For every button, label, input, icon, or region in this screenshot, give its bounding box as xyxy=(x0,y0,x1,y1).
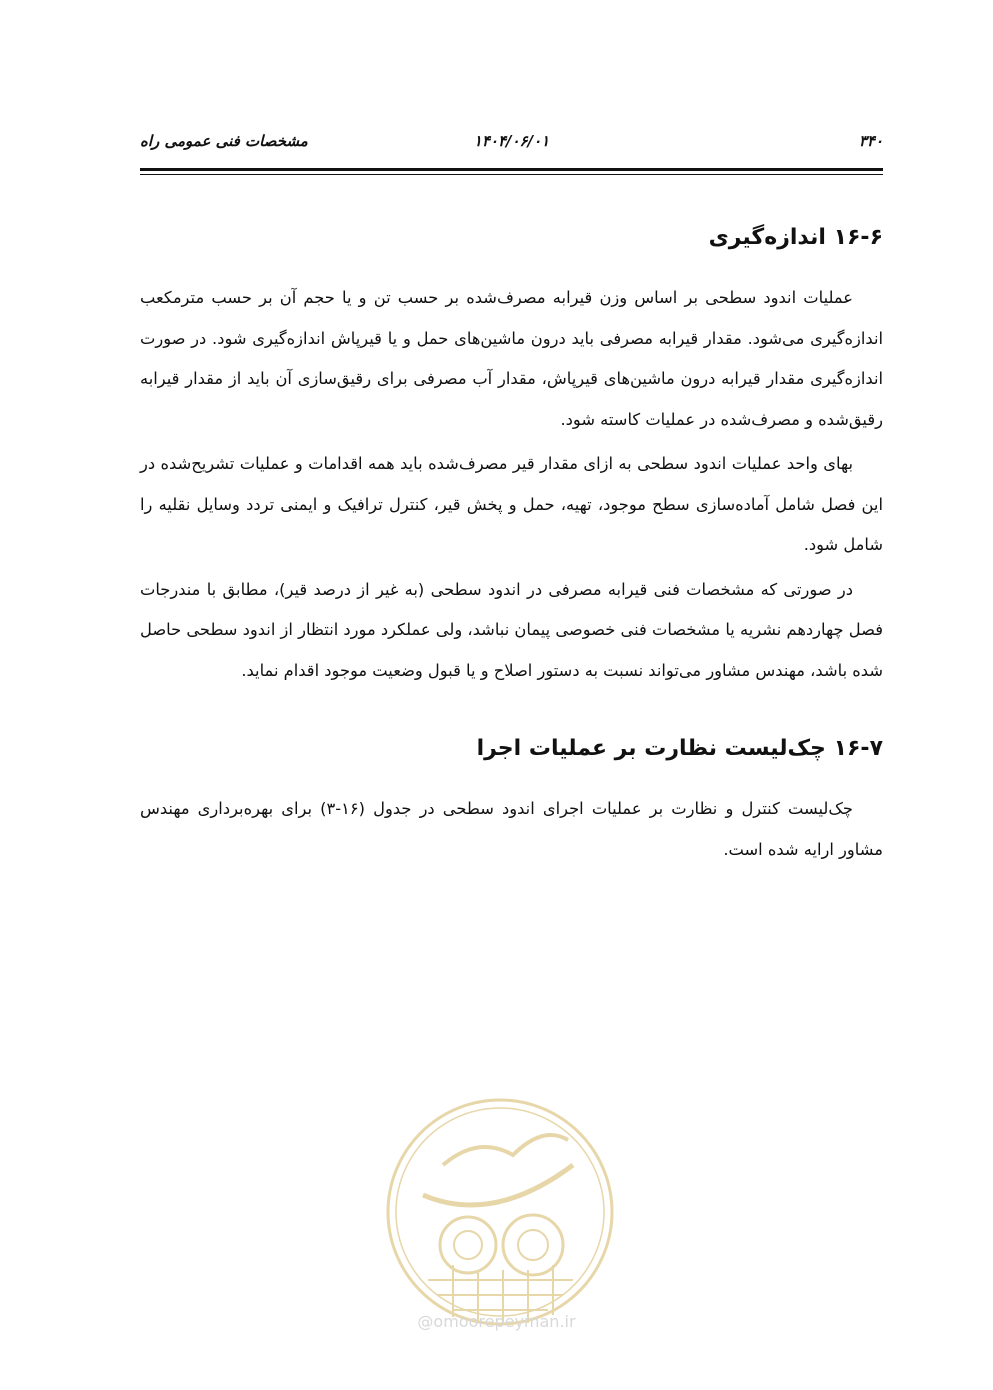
page-header xyxy=(140,128,883,158)
paragraph: بهای واحد عملیات اندود سطحی به ازای مقدار قیر مصرف‌شده باید همه اقدامات و عملیات تشریح‌شده در این فصل شامل آماده‌سازی سطح موجود، تهیه، حمل و پخش قیر، کنترل ترافیک و ایمنی تردد وسایل نقلیه را شامل شود. xyxy=(140,454,883,554)
paragraph: در صورتی که مشخصات فنی قیرابه مصرفی در اندود سطحی (به غیر از درصد قیر)، مطابق با مندرجات فصل چهاردهم نشریه یا مشخصات فنی خصوصی پیمان نباشد، ولی عملکرد مورد انتظار از اندود سطحی حاصل شده باشد، مهندس مشاور می‌تواند نسبت به دستور اصلاح و یا قبول وضعیت موجود اقدام نماید. xyxy=(140,579,883,680)
watermark-logo-icon xyxy=(383,1095,617,1329)
paragraph: چک‌لیست کنترل و نظارت بر عملیات اجرای اندود سطحی در جدول (۱۶-۳) برای بهره‌برداری مهندس مشاور ارایه شده است. xyxy=(140,799,883,859)
section-checklist xyxy=(140,721,883,870)
watermark-url: @omoorepeyman.ir xyxy=(417,1312,576,1331)
header-rule-thick xyxy=(140,168,883,171)
paragraph: عملیات اندود سطحی بر اساس وزن قیرابه مصرف‌شده بر حسب تن و یا حجم آن بر حسب مترمکعب اندازه‌گیری می‌شود. مقدار قیرابه مصرفی باید درون ماشین‌های حمل و یا قیرپاش اندازه‌گیری شود. در صورت اندازه‌گیری مقدار قیرابه درون ماشین‌های قیرپاش، مقدار آب مصرفی برای رقیق‌سازی آن باید از مقدار قیرابه رقیق‌شده و مصرف‌شده در عملیات کاسته شود. xyxy=(140,288,883,429)
header-date: ۱۴۰۴/۰۶/۰۱ xyxy=(473,132,550,150)
section-heading: ۱۶-۶ اندازه‌گیری xyxy=(708,225,883,250)
page-number: ۳۴۰ xyxy=(858,132,883,150)
header-rule-thin xyxy=(140,174,883,175)
section-heading: ۱۶-۷ چک‌لیست نظارت بر عملیات اجرا xyxy=(476,736,883,761)
section-measurement xyxy=(140,210,883,691)
page-body xyxy=(140,210,883,870)
header-title: مشخصات فنی عمومی راه xyxy=(140,132,308,150)
